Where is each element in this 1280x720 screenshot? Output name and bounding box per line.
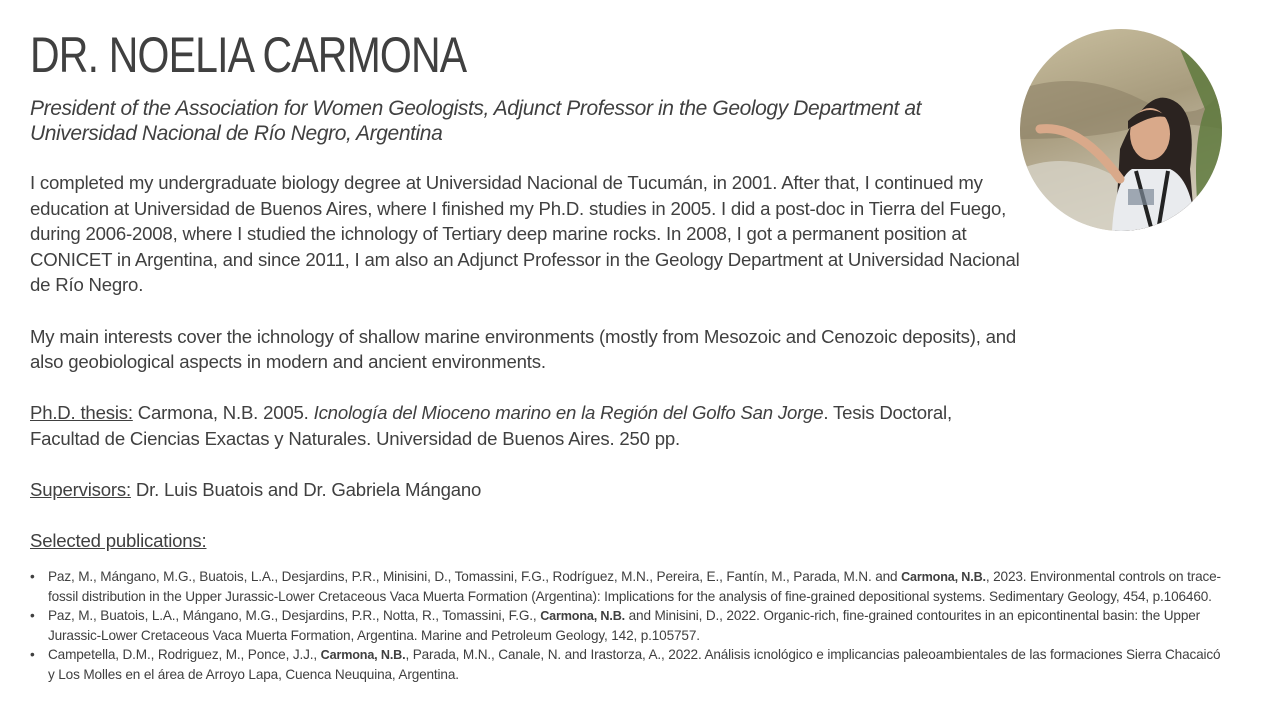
thesis-label: Ph.D. thesis:: [30, 402, 133, 424]
page-title: DR. NOELIA CARMONA: [30, 27, 467, 83]
publication-details: and Minisini, D., 2022. Organic-rich, fine-grained contourites in an epicontinental basin: the Upper Jurassic-Lower Cretaceous Vaca Muerta Formation, Argentina. Marine and Petroleum Geology, 142, p.105757.: [48, 608, 1201, 643]
portrait-photo: [1020, 29, 1222, 231]
body-text: [30, 170, 1020, 554]
interests-paragraph: My main interests cover the ichnology of shallow marine environments (mostly from Mesozoic and Cenozoic deposits), and also geobiological aspects in modern and ancient environments.: [30, 325, 1017, 373]
thesis-paragraph: [30, 400, 1020, 451]
supervisors-paragraph: [30, 477, 1020, 503]
publication-details: , 2023. Environmental controls on trace-fossil distribution in the Upper Jurassic-Lower Cretaceous Vaca Muerta Formation (Argentina): Implications for the analysis of fine-grained depositional systems. Sedimentary Geology, 454, p.106460.: [48, 569, 1221, 604]
bio-paragraph: I completed my undergraduate biology degree at Universidad Nacional de Tucumán, in 2001. After that, I continued my education at Universidad de Buenos Aires, where I finished my Ph.D. studies in 2005. I did a post-doc in Tierra del Fuego, during 2006-2008, where I studied the ichnology of Tertiary deep marine rocks. In 2008, I got a permanent position at CONICET in Argentina, and since 2011, I am also an Adjunct Professor in the Geology Department at Universidad Nacional de Río Negro.: [30, 172, 1020, 296]
list-item: [30, 645, 1230, 684]
list-item: [30, 567, 1230, 606]
publication-authors: Paz, M., Mángano, M.G., Buatois, L.A., Desjardins, P.R., Minisini, D., Tomassini, F.G., Rodríguez, M.N., Pereira, E., Fantín, M., Parada, M.N. and: [48, 569, 902, 584]
publications-list: [30, 567, 1230, 684]
bullet-icon: •: [30, 569, 35, 584]
publications-heading: [30, 528, 1020, 554]
publication-authors: Paz, M., Buatois, L.A., Mángano, M.G., Desjardins, P.R., Notta, R., Tomassini, F.G.,: [48, 608, 541, 623]
publication-highlight-author: Carmona, N.B.: [320, 648, 406, 662]
thesis-suffix: . Tesis Doctoral, Facultad de Ciencias Exactas y Naturales. Universidad de Buenos Aires. 250 pp.: [30, 402, 952, 449]
publication-details: , Parada, M.N., Canale, N. and Irastorza, A., 2022. Análisis icnológico e implicancias paleoambientales de las formaciones Sierra Chacaicó y Los Molles en el área de Arroyo Lapa, Cuenca Neuquina, Argentina.: [48, 647, 1221, 682]
list-item: [30, 606, 1230, 645]
supervisors-text: Dr. Luis Buatois and Dr. Gabriela Mángano: [130, 479, 482, 501]
thesis-prefix: Carmona, N.B. 2005.: [132, 402, 314, 424]
bullet-icon: •: [30, 647, 35, 662]
portrait-photo-icon: [1020, 29, 1222, 231]
bullet-icon: •: [30, 608, 35, 623]
publication-highlight-author: Carmona, N.B.: [901, 570, 986, 584]
thesis-title: Icnología del Mioceno marino en la Región del Golfo San Jorge: [313, 402, 824, 424]
publications-heading-text: Selected publications:: [30, 530, 207, 552]
supervisors-label: Supervisors:: [30, 479, 131, 501]
subtitle: President of the Association for Women Geologists, Adjunct Professor in the Geology Department at Universidad Nacional de Río Negro, Argentina: [30, 97, 922, 145]
publication-authors: Campetella, D.M., Rodriguez, M., Ponce, J.J.,: [48, 647, 321, 662]
publication-highlight-author: Carmona, N.B.: [540, 609, 626, 623]
